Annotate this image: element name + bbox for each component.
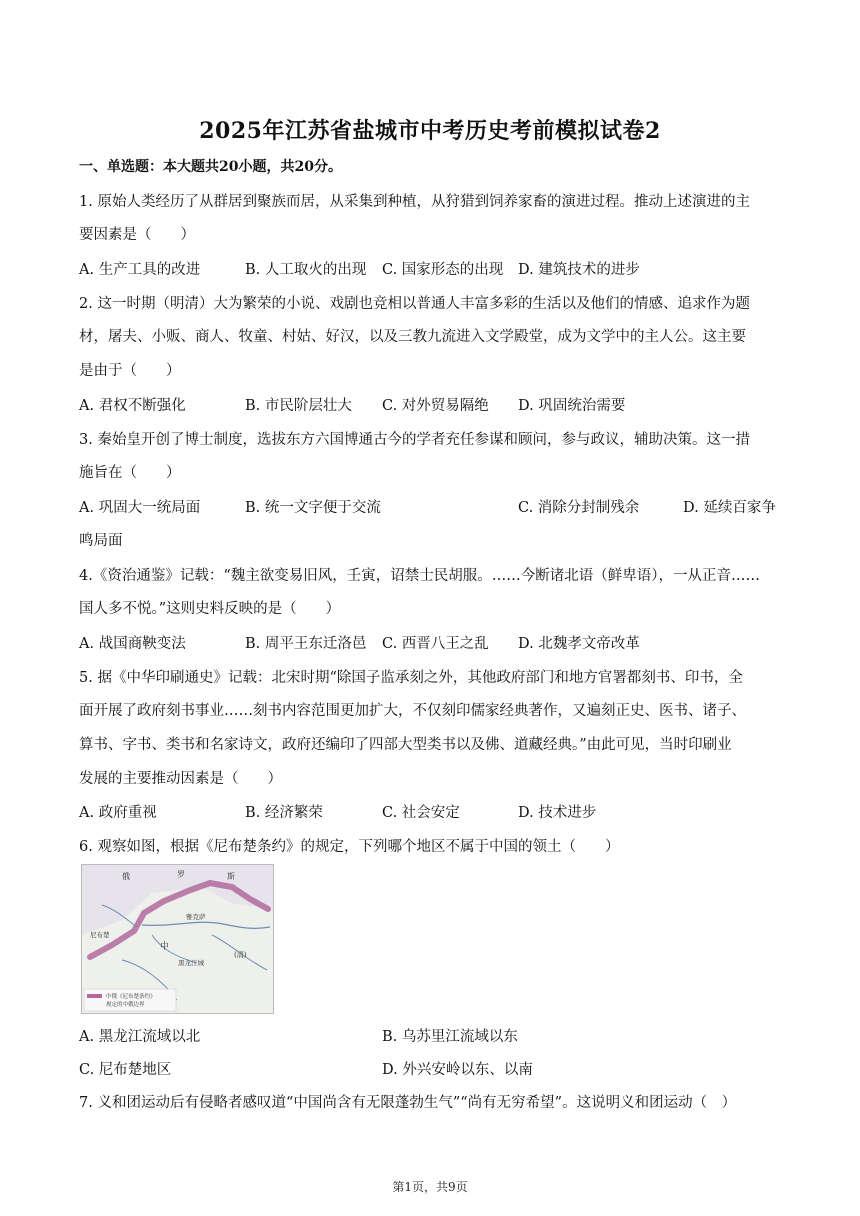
q7-stem-line-1: 7. 义和团运动后有侵略者感叹道“中国尚含有无限蓬勃生气”“尚有无穷希望”。这说明义和团运动（ ）: [79, 1095, 737, 1111]
q2-stem-line-2: 材，屠夫、小贩、商人、牧童、村姑、好汉，以及三教九流进入文学殿堂，成为文学中的主人公。这主要: [79, 329, 746, 345]
q3-option-c: C. 消除分封制残余: [518, 500, 640, 516]
map-label-qing: (清): [234, 951, 247, 959]
q5-option-b: B. 经济繁荣: [245, 805, 323, 821]
q2-option-b: B. 市民阶层壮大: [245, 398, 352, 414]
q4-option-b: B. 周平王东迁洛邑: [245, 636, 367, 652]
q5-stem-line-2: 面开展了政府刻书事业……刻书内容范围更加扩大，不仅刻印儒家经典著作，又遍刻正史、医书、诸子、: [79, 703, 746, 719]
q2-option-d: D. 巩固统治需要: [518, 398, 626, 414]
q4-option-a: A. 战国商鞅变法: [79, 636, 186, 652]
q1-stem-line-2: 要因素是（ ）: [79, 227, 195, 243]
map-label-nerchinsk: 尼布楚: [90, 931, 110, 939]
q2-stem-line-3: 是由于（ ）: [79, 363, 181, 379]
section-heading: 一、单选题：本大题共20小题，共20分。: [79, 159, 342, 175]
map-legend-line-2: 规定的中俄边界: [106, 1002, 145, 1008]
q4-option-d: D. 北魏孝文帝改革: [518, 636, 640, 652]
q1-option-c: C. 国家形态的出现: [382, 262, 504, 278]
q5-option-d: D. 技术进步: [518, 805, 597, 821]
q2-stem-line-1: 2. 这一时期（明清）大为繁荣的小说、戏剧也竞相以普通人丰富多彩的生活以及他们的情感、追求作为题: [79, 296, 750, 312]
q5-stem-line-4: 发展的主要推动因素是（ ）: [79, 771, 282, 787]
q2-option-c: C. 对外贸易隔绝: [382, 398, 489, 414]
q1-option-a: A. 生产工具的改进: [79, 262, 201, 278]
q6-option-a: A. 黑龙江流域以北: [79, 1029, 201, 1045]
q6-option-b: B. 乌苏里江流域以东: [382, 1029, 518, 1045]
map-label-russia-3: 斯: [227, 872, 235, 881]
q4-option-c: C. 西晋八王之乱: [382, 636, 489, 652]
q3-option-a: A. 巩固大一统局面: [79, 500, 201, 516]
q5-option-c: C. 社会安定: [382, 805, 460, 821]
q1-option-d: D. 建筑技术的进步: [518, 262, 640, 278]
q1-stem-line-1: 1. 原始人类经历了从群居到聚族而居，从采集到种植，从狩猎到饲养家畜的演进过程。推动上述演进的主: [79, 194, 750, 210]
q4-stem-line-2: 国人多不悦。”这则史料反映的是（ ）: [79, 601, 341, 617]
q3-option-d: D. 延续百家争: [683, 500, 776, 516]
q5-stem-line-3: 算书、字书、类书和名家诗文，政府还编印了四部大型类书以及佛、道藏经典。”由此可见，当时印刷业: [79, 737, 732, 753]
q3-option-d-wrap: 鸣局面: [79, 533, 123, 549]
map-legend-line-1: 中俄《尼布楚条约》: [106, 994, 156, 1000]
map-label-russia-1: 俄: [122, 872, 130, 881]
q3-option-b: B. 统一文字便于交流: [245, 500, 381, 516]
map-label-yakesa: 雅克萨: [186, 913, 206, 921]
nerchinsk-treaty-map: [81, 864, 274, 1014]
page-footer: 第1页，共9页: [392, 1180, 468, 1194]
q6-option-c: C. 尼布楚地区: [79, 1062, 172, 1078]
map-label-heilongjiang: 黑龙江城: [178, 959, 204, 967]
q1-option-b: B. 人工取火的出现: [245, 262, 367, 278]
q4-stem-line-1: 4.《资治通鉴》记载：“魏主欲变易旧风，壬寅，诏禁士民胡服。……今断诸北语（鲜卑语），一从正音……: [79, 568, 760, 584]
q3-stem-line-1: 3. 秦始皇开创了博士制度，选拔东方六国博通古今的学者充任参谋和顾问，参与政议，辅助决策。这一措: [79, 432, 750, 448]
q3-stem-line-2: 施旨在（ ）: [79, 465, 181, 481]
page-title: 2025年江苏省盐城市中考历史考前模拟试卷2: [199, 118, 661, 144]
q5-stem-line-1: 5. 据《中华印刷通史》记载：北宋时期“除国子监承刻之外，其他政府部门和地方官署都刻书、印书，全: [79, 670, 743, 686]
q6-option-d: D. 外兴安岭以东、以南: [382, 1062, 533, 1078]
map-label-middle: 中: [160, 942, 170, 952]
q2-option-a: A. 君权不断强化: [79, 398, 186, 414]
map-label-russia-2: 罗: [177, 870, 185, 879]
q5-option-a: A. 政府重视: [79, 805, 157, 821]
q6-stem-line-1: 6. 观察如图，根据《尼布楚条约》的规定，下列哪个地区不属于中国的领土（ ）: [79, 839, 620, 855]
